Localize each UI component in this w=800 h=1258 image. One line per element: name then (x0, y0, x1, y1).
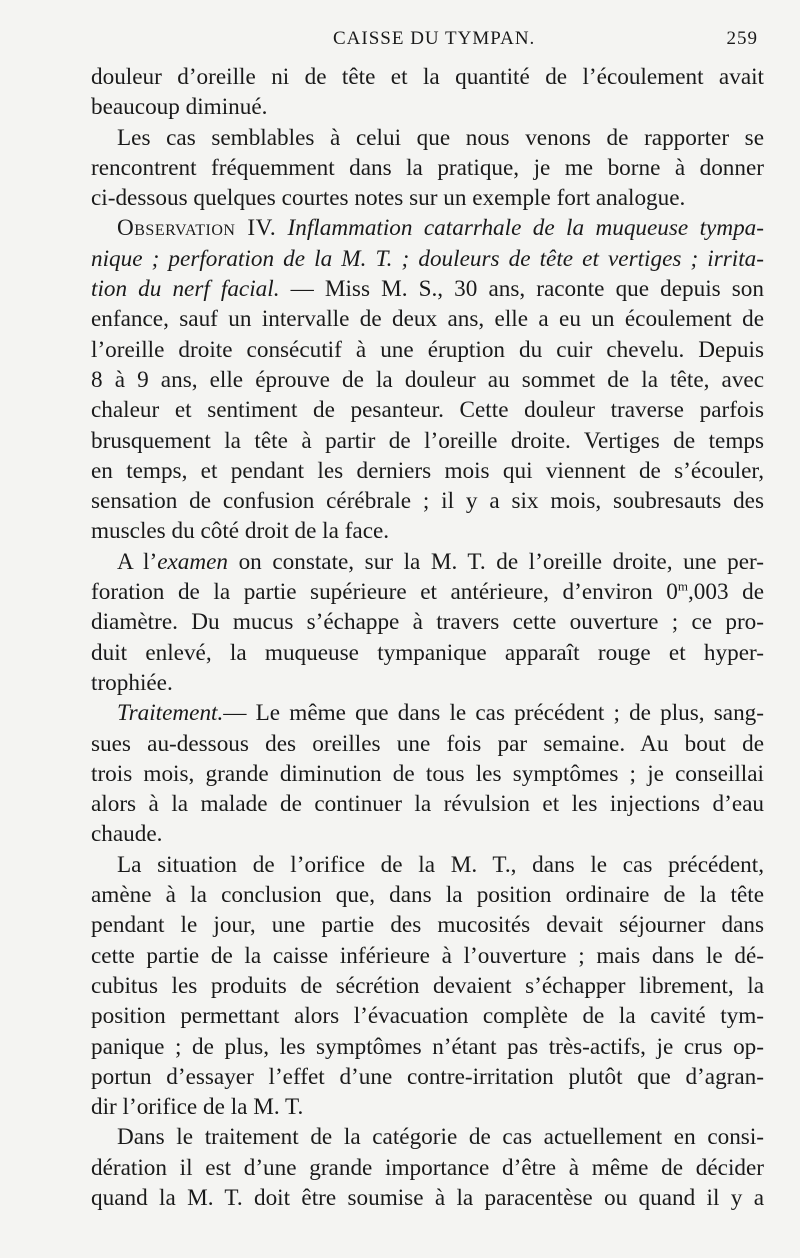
text-line: portun d’essayer l’effet d’une contre-irritation plutôt que d’agran- (91, 1063, 764, 1090)
text-line: diamètre. Du mucus s’échappe à travers cette ouverture ; ce pro- (91, 609, 764, 636)
text-line: Les cas semblables à celui que nous venons de rapporter se (117, 124, 764, 151)
text-line: en temps, et pendant les derniers mois qui viennent de s’écouler, (91, 457, 764, 484)
text-line: dir l’orifice de la M. T. (91, 1094, 304, 1121)
unit-superscript: m (677, 578, 688, 594)
text-line: position permettant alors l’évacuation complète de la cavité tym- (91, 1003, 764, 1030)
text-line: pendant le jour, une partie des mucosités devait séjourner dans (91, 912, 764, 939)
text-line (91, 698, 764, 728)
text-fragment: — Le même que dans le cas précédent ; de plus, sang- (223, 700, 764, 727)
text-line: amène à la conclusion que, dans la position ordinaire de la tête (91, 882, 764, 909)
running-title: CAISSE DU TYMPAN. (333, 28, 536, 49)
text-line: l’oreille droite consécutif à une éruption du cuir chevelu. Depuis (91, 336, 764, 363)
text-line (91, 244, 764, 274)
text-line: cette partie de la caisse inférieure à l’ouverture ; mais dans le dé- (91, 942, 764, 969)
text-line: chaleur et sentiment de pesanteur. Cette douleur traverse parfois (91, 397, 764, 424)
text-line: chaude. (91, 821, 163, 848)
text-line: sensation de confusion cérébrale ; il y a six mois, soubresauts des (91, 488, 764, 515)
text-fragment: A l’ (117, 548, 158, 575)
text-line: trois mois, grande diminution de tous les symptômes ; je conseillai (91, 760, 764, 787)
text-line: ci-dessous quelques courtes notes sur un exemple fort analogue. (91, 185, 686, 212)
text-line: 8 à 9 ans, elle éprouve de la douleur au sommet de la tête, avec (91, 366, 764, 393)
text-line: panique ; de plus, les symptômes n’étant pas très-actifs, je crus op- (91, 1033, 764, 1060)
emphasis-traitement: Traitement. (117, 700, 224, 727)
text-line: La situation de l’orifice de la M. T., dans le cas précédent, (117, 851, 764, 878)
text-line: brusquement la tête à partir de l’oreille droite. Vertiges de temps (91, 427, 764, 454)
text-line: Dans le traitement de la catégorie de cas actuellement en consi- (117, 1124, 764, 1151)
observation-title-cont: nique ; perforation de la M. T. ; douleurs de tête et vertiges ; irrita- (91, 245, 764, 272)
text-line: sues au-dessous des oreilles une fois par semaine. Au bout de (91, 730, 764, 757)
text-line: trophiée. (91, 669, 173, 696)
text-line: dération il est d’une grande importance d’être à même de décider (91, 1154, 764, 1181)
text-line (91, 547, 764, 577)
text-line: muscles du côté droit de la face. (91, 518, 390, 545)
text-line: duit enlevé, la muqueuse tympanique apparaît rouge et hyper- (91, 639, 764, 666)
observation-title-end: tion du nerf facial. (91, 276, 280, 303)
text-fragment: ,003 de (687, 579, 764, 606)
text-line: enfance, sauf un intervalle de deux ans, elle a eu un écoulement de (91, 306, 764, 333)
body-text (91, 62, 764, 1213)
text-line: cubitus les produits de sécrétion devaient s’échapper librement, la (91, 972, 764, 999)
observation-label: Observation IV. (117, 215, 277, 242)
observation-title: Inflammation catarrhale de la muqueuse tympa- (287, 215, 764, 242)
text-line: rencontrent fréquemment dans la pratique, je me borne à donner (91, 154, 764, 181)
text-line: douleur d’oreille ni de tête et la quantité de l’écoulement avait (91, 64, 764, 90)
text-line: beaucoup diminué. (91, 94, 268, 121)
emphasis-examen: examen (157, 548, 229, 575)
text-fragment: on constate, sur la M. T. de l’oreille droite, une per- (228, 548, 764, 575)
text-line (91, 274, 764, 304)
page-number: 259 (726, 28, 758, 49)
text-line: alors à la malade de continuer la révulsion et les injections d’eau (91, 791, 764, 818)
text-fragment: foration de la partie supérieure et antérieure, d’environ 0 (91, 579, 678, 606)
observation-heading-line (91, 213, 764, 243)
text-line: quand la M. T. doit être soumise à la paracentèse ou quand il y a (91, 1184, 764, 1211)
text-line (91, 577, 764, 607)
page-header (88, 28, 770, 58)
text-fragment: — Miss M. S., 30 ans, raconte que depuis son (290, 276, 764, 303)
